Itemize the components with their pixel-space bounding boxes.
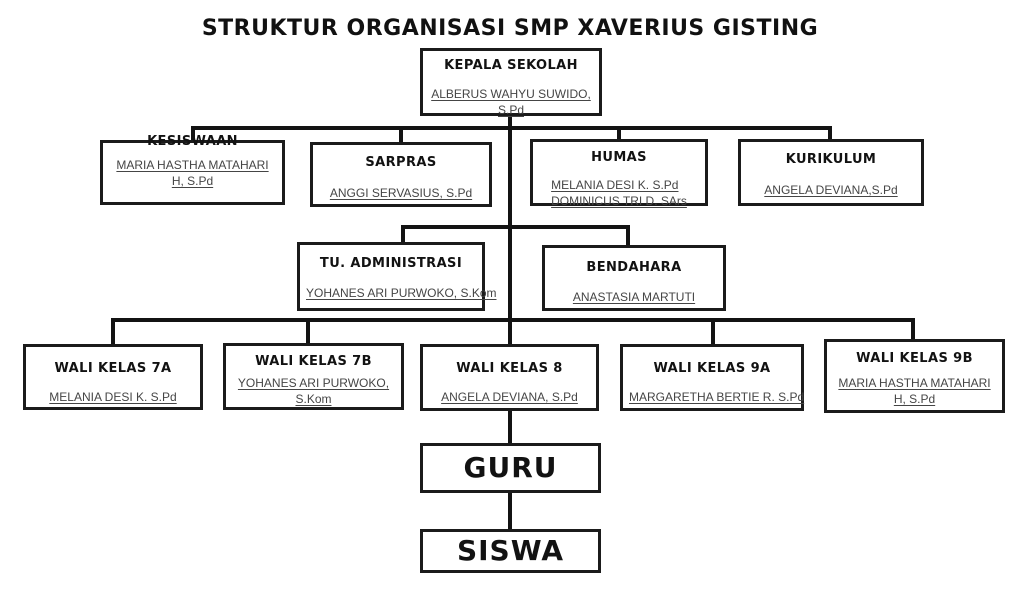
connector-stub-bendahara xyxy=(626,225,630,247)
person-name: MARGARETHA BERTIE R. S.Pd xyxy=(629,389,805,404)
connector-stub-wali-7b xyxy=(306,318,310,345)
person-name: YOHANES ARI PURWOKO, S.Kom xyxy=(237,375,390,406)
node-wali-kelas-7b xyxy=(223,343,404,410)
node-wali-kelas-8 xyxy=(420,344,599,411)
person-name: DOMINICUS TRI D. SArs xyxy=(551,193,687,208)
node-wali-kelas-9a xyxy=(620,344,804,411)
connector-main-vertical xyxy=(508,115,512,345)
connector-row4-horizontal xyxy=(111,318,915,322)
role-title: SARPRAS xyxy=(365,155,437,170)
person-name: ANGELA DEVIANA,S.Pd xyxy=(764,182,898,197)
connector-stub-wali-7a xyxy=(111,318,115,346)
person-name: MARIA HASTHA MATAHARI H, S.Pd xyxy=(116,157,269,188)
role-title: SISWA xyxy=(456,533,565,567)
person-name: MELANIA DESI K. S.Pd xyxy=(49,389,177,404)
node-siswa xyxy=(420,529,601,573)
node-wali-kelas-9b xyxy=(824,339,1005,413)
node-kepala-sekolah xyxy=(420,48,602,116)
person-name: ANGELA DEVIANA, S.Pd xyxy=(441,389,578,404)
person-name: ALBERUS WAHYU SUWIDO, S.Pd xyxy=(431,86,591,117)
person-name: MARIA HASTHA MATAHARI H, S.Pd xyxy=(838,375,991,406)
connector-row2-horizontal xyxy=(191,126,832,130)
node-guru xyxy=(420,443,601,493)
connector-guru-to-siswa xyxy=(508,492,512,530)
node-humas xyxy=(530,139,708,206)
role-title: KEPALA SEKOLAH xyxy=(444,58,578,73)
node-sarpras xyxy=(310,142,492,207)
connector-wali8-to-guru xyxy=(508,410,512,444)
role-title: BENDAHARA xyxy=(586,260,682,275)
node-bendahara xyxy=(542,245,726,311)
node-wali-kelas-7a xyxy=(23,344,203,410)
role-title: WALI KELAS 7A xyxy=(54,361,172,376)
connector-stub-wali-9b xyxy=(911,318,915,341)
person-name: YOHANES ARI PURWOKO, S.Kom xyxy=(306,285,497,300)
role-title: WALI KELAS 7B xyxy=(255,354,372,369)
role-title: WALI KELAS 9A xyxy=(653,361,771,376)
role-title: TU. ADMINISTRASI xyxy=(319,256,463,271)
person-name: MELANIA DESI K. S.Pd xyxy=(551,177,679,192)
connector-stub-wali-9a xyxy=(711,318,715,346)
page-title: STRUKTUR ORGANISASI SMP XAVERIUS GISTING xyxy=(201,16,819,41)
role-title: KESISWAAN xyxy=(147,134,238,149)
role-title: WALI KELAS 9B xyxy=(856,351,973,366)
person-name: ANGGI SERVASIUS, S.Pd xyxy=(329,185,473,200)
role-title: GURU xyxy=(463,450,558,484)
role-title: HUMAS xyxy=(591,150,647,165)
node-kesiswaan xyxy=(100,134,285,205)
connector-row3-horizontal xyxy=(401,225,630,229)
role-title: WALI KELAS 8 xyxy=(456,361,563,376)
node-kurikulum xyxy=(738,139,924,206)
node-tu-administrasi xyxy=(297,242,497,311)
person-name: ANASTASIA MARTUTI xyxy=(572,289,696,304)
role-title: KURIKULUM xyxy=(785,152,877,167)
